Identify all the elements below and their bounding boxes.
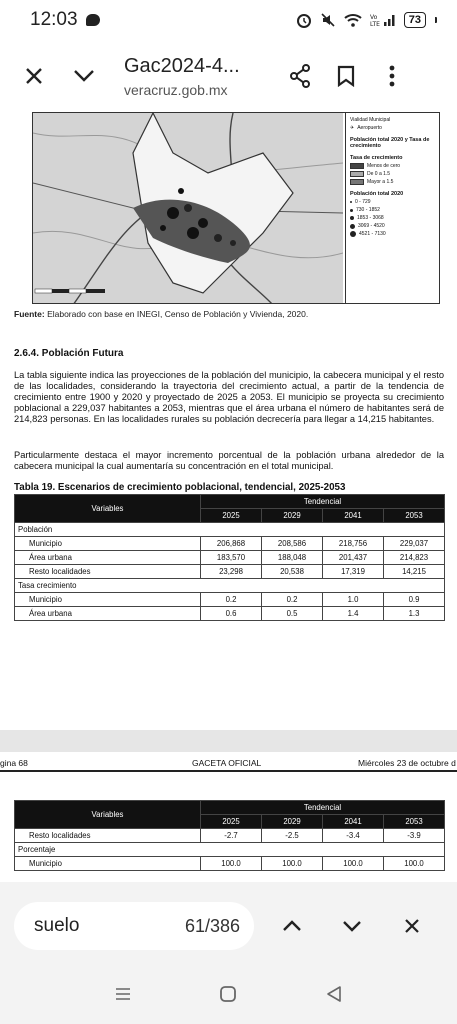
find-input[interactable]	[14, 902, 254, 950]
legend-pop-item	[350, 231, 437, 237]
row-label: Municipio	[15, 857, 201, 871]
cell: 0.9	[384, 593, 445, 607]
table-caption: Tabla 19. Escenarios de crecimiento poblacional, tendencial, 2025-2053	[14, 482, 346, 493]
col-year: 2025	[201, 815, 262, 829]
cell: 14,215	[384, 565, 445, 579]
table-row	[15, 537, 445, 551]
table-row	[15, 593, 445, 607]
paragraph-1: La tabla siguiente indica las proyecciones de la población del municipio, la cabecera municipal y el resto de las localidades, considerando la trayectoria del crecimiento actual, a partir de la tendencia de crecimiento entre 1900 y 2020 y proyectado de 2025 a 2053. El municipio se proyecta su crecimiento poblacional a 229,037 habitantes a 2053, mientras que el área urbana el número de habitantes será de 214,823 personas. En las localidades rurales su población decrecería para llegar a 14,215 habitantes.	[14, 370, 444, 424]
expand-button[interactable]	[62, 54, 106, 98]
volte-signal-icon	[370, 13, 396, 27]
legend-airport	[350, 125, 437, 131]
population-table-continued	[14, 800, 445, 871]
cell: 100.0	[201, 857, 262, 871]
legend-text: Mayor a 1.5	[367, 179, 394, 185]
svg-text:LTE: LTE	[369, 21, 380, 27]
legend-text: 1853 - 3068	[357, 215, 384, 221]
table-header-row	[15, 801, 445, 815]
col-year: 2053	[384, 509, 445, 523]
cell: 100.0	[384, 857, 445, 871]
legend-pop-item	[350, 199, 437, 205]
bookmark-button[interactable]	[324, 54, 368, 98]
header-rule	[0, 770, 457, 772]
cell: 23,298	[201, 565, 262, 579]
cell: 201,437	[323, 551, 384, 565]
section-heading: 2.6.4. Población Futura	[14, 348, 124, 359]
legend-pop-item	[350, 223, 437, 229]
home-icon	[219, 985, 237, 1003]
chevron-up-icon	[282, 920, 302, 932]
row-label: Área urbana	[15, 607, 201, 621]
page-gap	[0, 730, 457, 752]
col-year: 2029	[262, 509, 323, 523]
more-options-button[interactable]	[370, 54, 414, 98]
cell: 229,037	[384, 537, 445, 551]
cell: 214,823	[384, 551, 445, 565]
row-label: Municipio	[15, 537, 201, 551]
legend-dot	[350, 224, 355, 229]
status-bar	[0, 0, 457, 40]
row-label: Municipio	[15, 593, 201, 607]
legend-text: Vialidad Municipal	[350, 117, 391, 123]
legend-swatch	[350, 171, 364, 177]
home-button[interactable]	[208, 974, 248, 1014]
cell: -2.5	[262, 829, 323, 843]
cell: 183,570	[201, 551, 262, 565]
find-in-page-bar	[0, 882, 457, 964]
legend-text: 4521 - 7130	[359, 231, 386, 237]
battery-level: 73	[408, 14, 421, 26]
cell: 100.0	[262, 857, 323, 871]
cell: -2.7	[201, 829, 262, 843]
map-legend	[345, 113, 440, 304]
col-tendencial: Tendencial	[201, 495, 445, 509]
chevron-down-icon	[73, 69, 95, 83]
col-variables: Variables	[15, 495, 201, 523]
status-time: 12:03	[30, 9, 78, 30]
table-row	[15, 565, 445, 579]
paragraph-2: Particularmente destaca el mayor incremento porcentual de la población urbana alrededor de la cabecera municipal la cual aumentaría su concentración en el total municipal.	[14, 450, 444, 471]
col-year: 2025	[201, 509, 262, 523]
cell: -3.9	[384, 829, 445, 843]
chevron-down-icon	[342, 920, 362, 932]
col-year: 2053	[384, 815, 445, 829]
table-header-row	[15, 495, 445, 509]
gazette-name: GACETA OFICIAL	[192, 758, 262, 768]
table-row	[15, 607, 445, 621]
alarm-icon	[296, 12, 312, 28]
back-icon	[326, 985, 342, 1003]
legend-text: De 0 a 1.5	[367, 171, 391, 177]
close-icon	[24, 66, 44, 86]
find-previous-button[interactable]	[270, 904, 314, 948]
legend-pop-rate-title: Población total 2020 y Tasa de crecimiento	[350, 137, 430, 149]
svg-text:Vo: Vo	[369, 14, 378, 21]
population-table	[14, 494, 445, 621]
legend-dot	[350, 209, 353, 212]
cell: 188,048	[262, 551, 323, 565]
page-title: Gac2024-4...	[124, 54, 240, 77]
municipality-map-graphic	[33, 113, 343, 304]
battery-icon	[404, 12, 426, 28]
cell: 206,868	[201, 537, 262, 551]
legend-rate-item	[350, 163, 437, 169]
page-header	[0, 758, 457, 774]
legend-rate-item	[350, 171, 437, 177]
legend-pop-item	[350, 207, 437, 213]
cell: 1.3	[384, 607, 445, 621]
table-row	[15, 829, 445, 843]
legend-pop-title: Población total 2020	[350, 191, 404, 197]
page-date: Miércoles 23 de octubre d	[358, 758, 456, 768]
row-label: Resto localidades	[15, 829, 201, 843]
find-query[interactable]: suelo	[34, 915, 80, 936]
figure-source	[14, 309, 308, 319]
find-match-count: 61/386	[184, 915, 240, 936]
row-label: Resto localidades	[15, 565, 201, 579]
legend-dot	[350, 216, 354, 220]
airplane-icon: ✈	[350, 125, 355, 131]
map-image	[33, 113, 343, 304]
mute-icon	[320, 12, 336, 28]
section-label: Población	[15, 523, 445, 537]
recent-apps-button[interactable]	[103, 974, 143, 1014]
page-title-area[interactable]	[124, 55, 264, 98]
table-row	[15, 857, 445, 871]
legend-pop-item	[350, 215, 437, 221]
cell: 100.0	[323, 857, 384, 871]
system-nav-bar	[0, 964, 457, 1024]
legend-rate-item	[350, 179, 437, 185]
pdf-viewport[interactable]	[0, 112, 457, 882]
source-text: Elaborado con base en INEGI, Censo de Población y Vivienda, 2020.	[44, 309, 309, 319]
recent-apps-icon	[115, 986, 131, 1002]
find-close-button[interactable]	[390, 904, 434, 948]
share-button[interactable]	[278, 54, 322, 98]
page-number: gina 68	[0, 758, 28, 768]
cell: 20,538	[262, 565, 323, 579]
col-variables: Variables	[15, 801, 201, 829]
cell: 17,319	[323, 565, 384, 579]
more-vertical-icon	[389, 65, 395, 87]
cell: -3.4	[323, 829, 384, 843]
source-label: Fuente:	[14, 309, 45, 319]
legend-text: Menos de cero	[367, 163, 401, 169]
legend-swatch	[350, 163, 364, 169]
browser-toolbar	[0, 40, 457, 112]
section-label: Porcentaje	[15, 843, 445, 857]
section-label: Tasa crecimiento	[15, 579, 445, 593]
col-year: 2041	[323, 509, 384, 523]
cell: 0.2	[201, 593, 262, 607]
legend-swatch	[350, 179, 364, 185]
wifi-icon	[344, 13, 362, 27]
table-section-row	[15, 843, 445, 857]
row-label: Área urbana	[15, 551, 201, 565]
legend-text: 0 - 729	[355, 199, 371, 205]
legend-dot	[350, 201, 352, 203]
col-year: 2041	[323, 815, 384, 829]
col-tendencial: Tendencial	[201, 801, 445, 815]
cell: 0.5	[262, 607, 323, 621]
close-tab-button[interactable]	[12, 54, 56, 98]
legend-text: Aeropuerto	[357, 125, 382, 131]
bookmark-icon	[337, 65, 355, 87]
cell: 1.4	[323, 607, 384, 621]
close-icon	[404, 918, 420, 934]
page-url: veracruz.gob.mx	[124, 81, 228, 98]
back-button[interactable]	[314, 974, 354, 1014]
table-section-row	[15, 523, 445, 537]
legend-text: 730 - 1852	[356, 207, 380, 213]
find-next-button[interactable]	[330, 904, 374, 948]
cell: 218,756	[323, 537, 384, 551]
share-icon	[289, 64, 311, 88]
cell: 1.0	[323, 593, 384, 607]
legend-vialidad	[350, 117, 437, 123]
legend-text: 3069 - 4520	[358, 223, 385, 229]
cell: 0.6	[201, 607, 262, 621]
legend-rate-title: Tasa de crecimiento	[350, 155, 403, 161]
legend-dot	[350, 231, 356, 237]
status-icons	[296, 12, 437, 28]
table-row	[15, 551, 445, 565]
cell: 208,586	[262, 537, 323, 551]
map-figure	[32, 112, 440, 304]
cell: 0.2	[262, 593, 323, 607]
message-notification-icon	[86, 14, 100, 26]
table-section-row	[15, 579, 445, 593]
col-year: 2029	[262, 815, 323, 829]
battery-tip	[435, 17, 437, 23]
